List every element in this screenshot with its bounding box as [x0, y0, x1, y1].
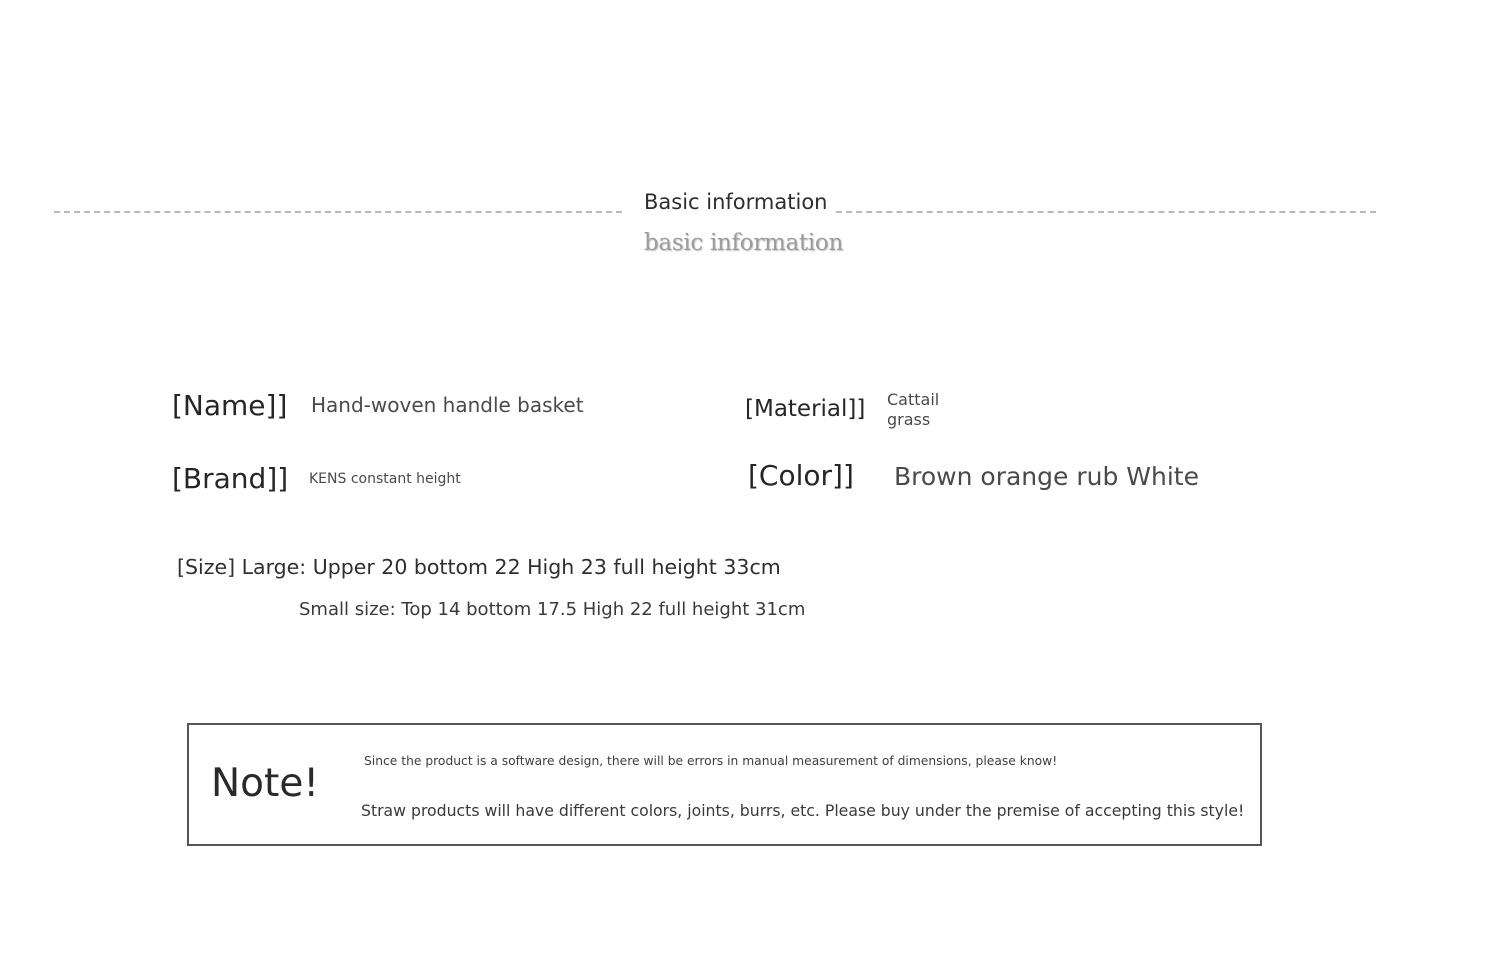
header-divider-left: [54, 211, 622, 213]
name-value: Hand-woven handle basket: [311, 393, 584, 417]
header-divider-right: [836, 211, 1376, 213]
size-large: [Size] Large: Upper 20 bottom 22 High 23 full height 33cm: [177, 555, 781, 579]
size-small: Small size: Top 14 bottom 17.5 High 22 full height 31cm: [299, 599, 806, 620]
note-box: [187, 723, 1262, 846]
name-label: [Name]]: [172, 389, 288, 422]
color-label: [Color]]: [748, 459, 854, 492]
brand-label: [Brand]]: [172, 462, 289, 495]
section-title: Basic information: [644, 190, 828, 214]
note-straw-disclaimer: Straw products will have different colors, joints, burrs, etc. Please buy under the premise of accepting this style!: [361, 801, 1245, 820]
section-subtitle: basic information: [644, 230, 843, 256]
material-value: Cattail grass: [887, 390, 940, 429]
material-label: [Material]]: [745, 396, 866, 422]
note-title: Note!: [211, 761, 319, 806]
color-value: Brown orange rub White: [894, 462, 1199, 491]
brand-value: KENS constant height: [309, 471, 461, 487]
note-measurement-disclaimer: Since the product is a software design, there will be errors in manual measurement of dimensions, please know!: [364, 754, 1058, 768]
